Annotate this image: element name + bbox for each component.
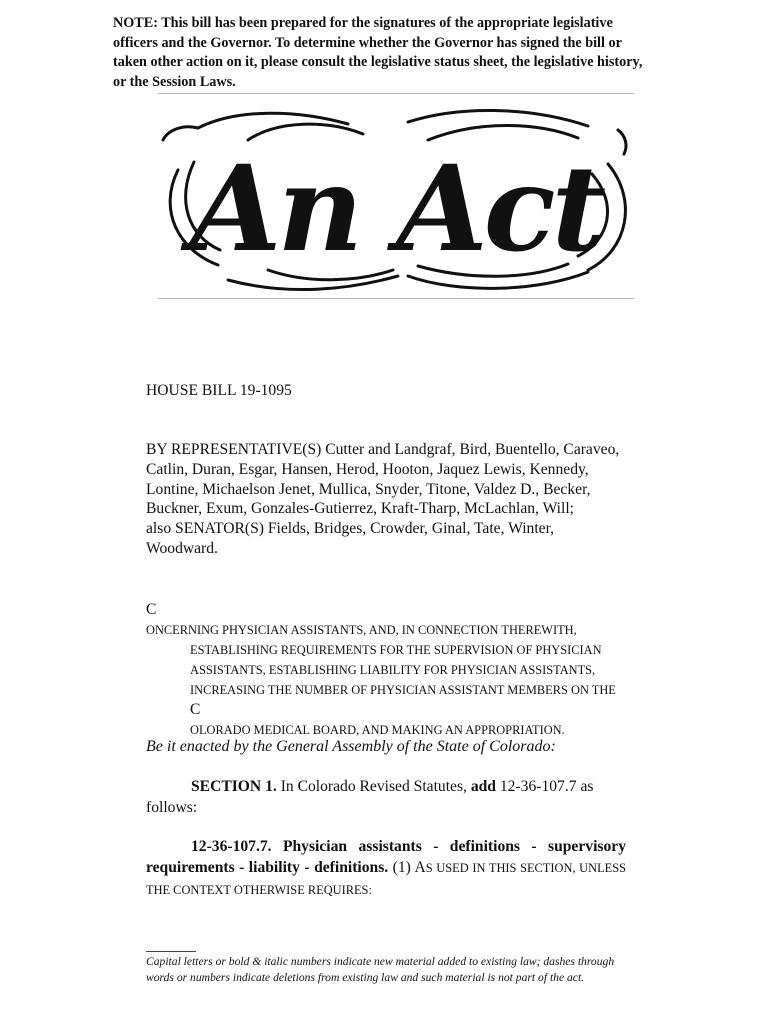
statute-text: S USED IN THIS SECTION, UNLESS THE CONTEXT OTHERWISE REQUIRES: (146, 861, 626, 897)
statute-section (146, 836, 626, 901)
bill-title-line: INCREASING THE NUMBER OF PHYSICIAN ASSISTANT MEMBERS ON THE (190, 683, 616, 697)
bill-title-initial: C (190, 701, 201, 718)
bill-title-text: OLORADO MEDICAL BOARD, AND MAKING AN APPROPRIATION. (190, 723, 565, 737)
section-text: 12-36-107.7 as follows: (146, 778, 594, 816)
section-label: SECTION 1. (191, 778, 277, 795)
section-1-paragraph (146, 776, 626, 818)
bill-title-line (146, 700, 626, 740)
bill-title-text: ONCERNING PHYSICIAN ASSISTANTS, AND, IN CONNECTION THEREWITH, (146, 623, 577, 637)
sponsors-line: Catlin, Duran, Esgar, Hansen, Herod, Hooton, Jaquez Lewis, Kennedy, (146, 460, 589, 478)
sponsors-line: Buckner, Exum, Gonzales-Gutierrez, Kraft-Tharp, McLachlan, Will; (146, 500, 574, 518)
statute-paragraph (146, 836, 626, 901)
top-divider (158, 93, 634, 94)
sponsors-line: Woodward. (146, 539, 218, 557)
sponsors (146, 440, 626, 559)
bill-title-line (146, 600, 626, 640)
section-text: In Colorado Revised Statutes, (276, 778, 471, 795)
bill-title-initial: C (146, 601, 157, 618)
footnote-divider (146, 951, 196, 952)
sponsors-line: BY REPRESENTATIVE(S) Cutter and Landgraf, Bird, Buentello, Caraveo, (146, 441, 620, 458)
bottom-divider (158, 298, 634, 299)
statute-heading: 12-36-107.7. Physician assistants - definitions - supervisory requirements - liability - definitions. (146, 838, 626, 876)
sponsors-line: also SENATOR(S) Fields, Bridges, Crowder, Ginal, Tate, Winter, (146, 520, 555, 538)
footnote: Capital letters or bold & italic numbers indicate new material added to existing law; dashes through words or numbers indicate deletions from existing law and such material is not part of the act. (146, 955, 615, 984)
an-act-text: An Act (189, 139, 603, 278)
an-act-emblem (158, 100, 634, 296)
bill-title-line: ESTABLISHING REQUIREMENTS FOR THE SUPERVISION OF PHYSICIAN (190, 643, 602, 657)
bill-note (113, 14, 653, 92)
bill-note-text: NOTE: This bill has been prepared for the signatures of the appropriate legislative officers and the Governor. To determine whether the Governor has signed the bill or taken other action on it, please consult the legislative status sheet, the legislative history, or the Session Laws. (113, 15, 643, 90)
section-1 (146, 776, 626, 818)
statute-initial: A (414, 859, 426, 876)
bill-title-line: ASSISTANTS, ESTABLISHING LIABILITY FOR PHYSICIAN ASSISTANTS, (190, 663, 596, 677)
bill-number: HOUSE BILL 19-1095 (146, 382, 292, 399)
statute-subsection: (1) (388, 859, 415, 876)
enacting-clause: Be it enacted by the General Assembly of the State of Colorado: (146, 738, 556, 755)
bill-title (146, 600, 626, 740)
sponsors-line: Lontine, Michaelson Jenet, Mullica, Snyder, Titone, Valdez D., Becker, (146, 480, 591, 498)
section-add: add (470, 778, 496, 795)
